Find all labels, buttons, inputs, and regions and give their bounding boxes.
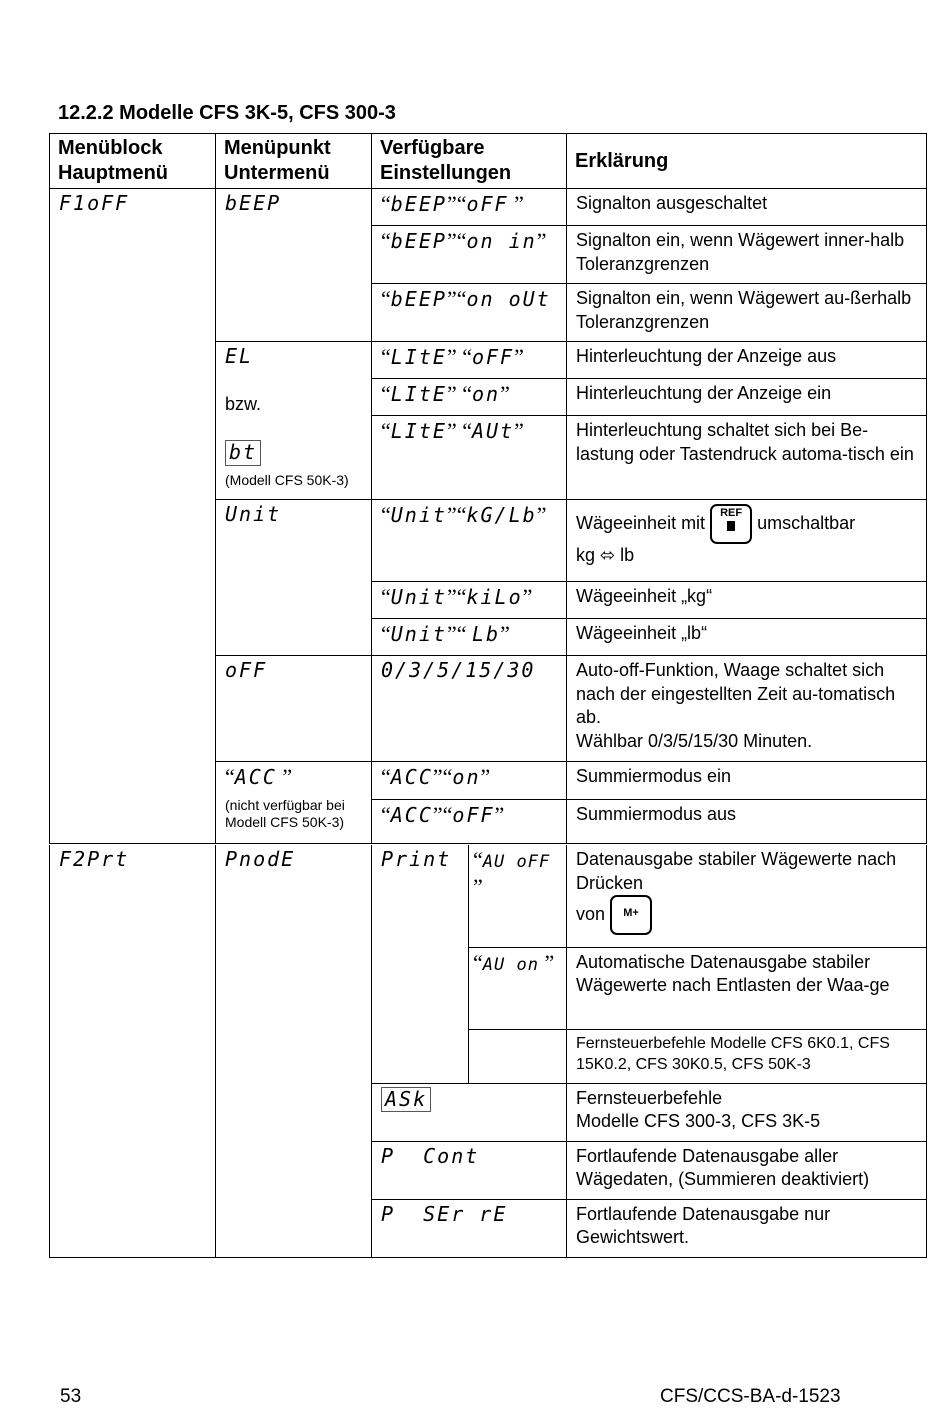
header-row: [50, 134, 927, 189]
ref-key-icon: REF: [710, 504, 752, 544]
explain-unit-lb: Wägeeinheit „lb“: [567, 619, 927, 656]
explain-unit-kglb: Wägeeinheit mit REF umschaltbar kg ⬄ lb: [567, 500, 927, 582]
setting-lite-on: “LItE” “on”: [372, 379, 567, 416]
col-submenu: Menüpunkt Untermenü: [216, 134, 372, 189]
explain-lite-on: Hinterleuchtung der Anzeige ein: [567, 379, 927, 416]
sub-acc: “ACC ” (nicht verfügbar bei Modell CFS 50K-3): [216, 762, 372, 844]
explain-pcont: Fortlaufende Datenausgabe aller Wägedaten, (Summieren deaktiviert): [567, 1141, 927, 1199]
explain-unit-kg: Wägeeinheit „kg“: [567, 582, 927, 619]
menu-table: [49, 133, 927, 844]
menu-table-f2: [49, 845, 927, 1258]
explain-acc-off: Summiermodus aus: [567, 800, 927, 844]
main-f2prt: F2Prt: [50, 845, 216, 1257]
setting-beep-off: “bEEP”“oFF ”: [372, 189, 567, 226]
section-heading: 12.2.2 Modelle CFS 3K-5, CFS 300-3: [58, 102, 396, 124]
explain-auto-off: Auto-off-Funktion, Waage schaltet sich nach der eingestellten Zeit au-tomatisch ab. Wählbar 0/3/5/15/30 Minuten.: [567, 656, 927, 762]
sub-el-bt: EL bzw. bt (Modell CFS 50K-3): [216, 342, 372, 500]
explain-au-off: Datenausgabe stabiler Wägewerte nach Drücken von M+: [567, 845, 927, 947]
sub-off: oFF: [216, 656, 372, 762]
setting-au-off: “AU oFF”: [469, 845, 567, 947]
setting-pcont: P Cont: [372, 1141, 567, 1199]
setting-acc-off: “ACC”“oFF”: [372, 800, 567, 844]
setting-unit-kg: “Unit”“kiLo”: [372, 582, 567, 619]
explain-beep-off: Signalton ausgeschaltet: [567, 189, 927, 226]
m-plus-key-icon: M+: [610, 895, 652, 935]
explain-au-on: Automatische Datenausgabe stabiler Wägewerte nach Entlasten der Waa-ge: [567, 947, 927, 1029]
setting-unit-lb: “Unit”“ Lb”: [372, 619, 567, 656]
explain-acc-on: Summiermodus ein: [567, 762, 927, 800]
col-settings: Verfügbare Einstellungen: [372, 134, 567, 189]
main-f1off: F1oFF: [50, 189, 216, 844]
explain-ask: Fernsteuerbefehle Modelle CFS 300-3, CFS 3K-5: [567, 1083, 927, 1141]
explain-beep-in: Signalton ein, wenn Wägewert inner-halb Toleranzgrenzen: [567, 226, 927, 284]
explain-lite-aut: Hinterleuchtung schaltet sich bei Be-lastung oder Tastendruck automa-tisch ein: [567, 416, 927, 500]
explain-beep-out: Signalton ein, wenn Wägewert au-ßerhalb Toleranzgrenzen: [567, 284, 927, 342]
col-main-menu: Menüblock Hauptmenü: [50, 134, 216, 189]
setting-empty: [469, 1029, 567, 1083]
sub-unit: Unit: [216, 500, 372, 656]
setting-beep-in: “bEEP”“on in”: [372, 226, 567, 284]
explain-pserie: Fortlaufende Datenausgabe nur Gewichtswert.: [567, 1199, 927, 1257]
sub-beep: bEEP: [216, 189, 372, 342]
explain-lite-off: Hinterleuchtung der Anzeige aus: [567, 342, 927, 379]
setting-acc-on: “ACC”“on”: [372, 762, 567, 800]
setting-unit-kglb: “Unit”“kG/Lb”: [372, 500, 567, 582]
setting-print: Print: [372, 845, 469, 1083]
setting-times: 0/3/5/15/30: [372, 656, 567, 762]
setting-ask: ASk: [372, 1083, 567, 1141]
sub-pmode: PnodE: [216, 845, 372, 1257]
setting-beep-out: “bEEP”“on oUt: [372, 284, 567, 342]
page-number: 53: [60, 1386, 82, 1407]
setting-lite-off: “LItE” “oFF”: [372, 342, 567, 379]
explain-remote-6k: Fernsteuerbefehle Modelle CFS 6K0.1, CFS 15K0.2, CFS 30K0.5, CFS 50K-3: [567, 1029, 927, 1083]
setting-pserie: P SEr rE: [372, 1199, 567, 1257]
col-explanation: Erklärung: [567, 134, 927, 189]
setting-au-on: “AU on ”: [469, 947, 567, 1029]
setting-lite-aut: “LItE” “AUt”: [372, 416, 567, 500]
document-code: CFS/CCS-BA-d-1523: [660, 1386, 841, 1407]
